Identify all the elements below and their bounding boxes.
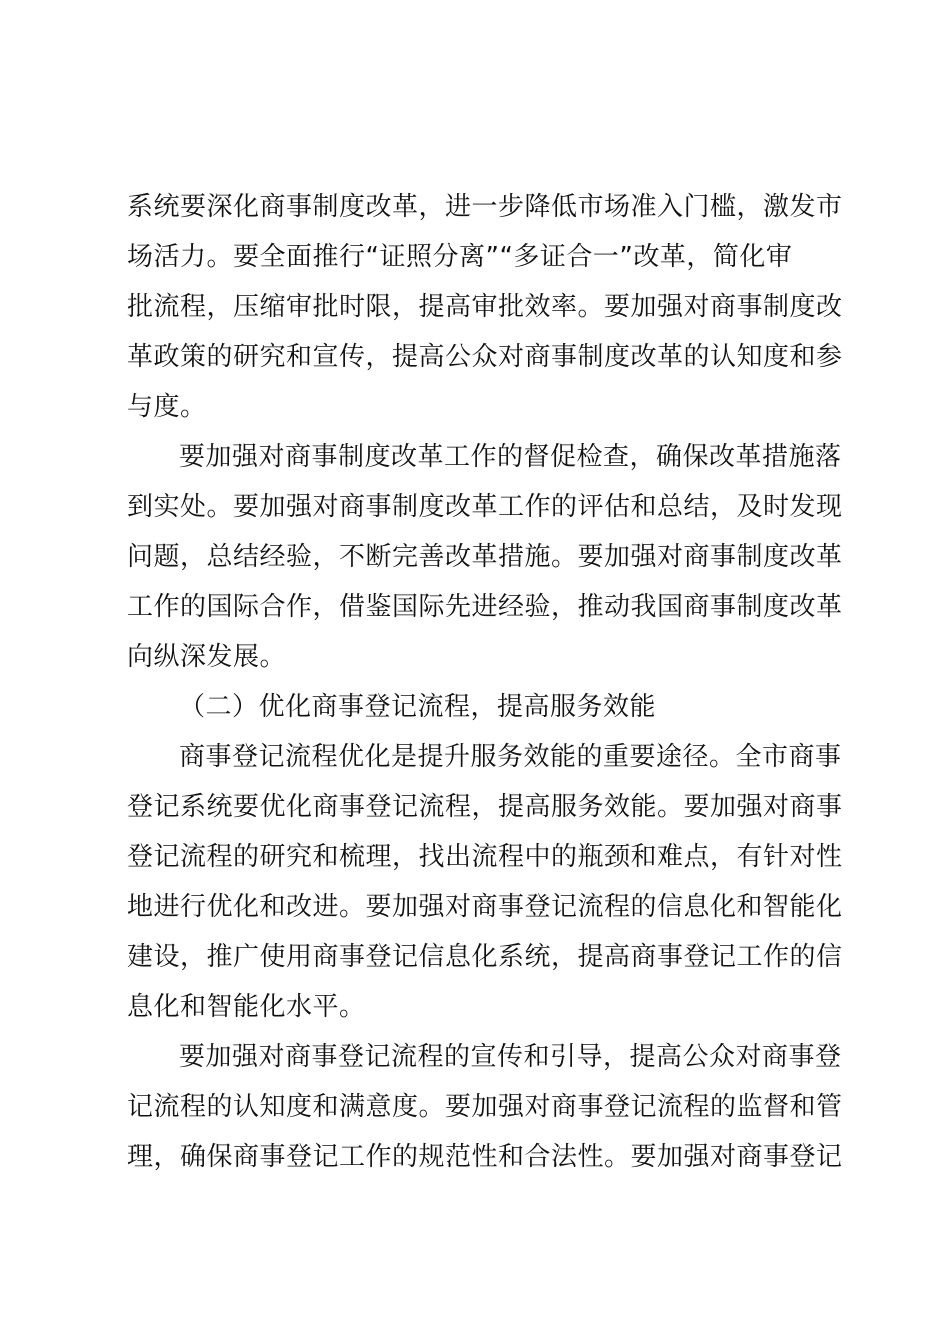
text-line-15: 地进行优化和改进。要加强对商事登记流程的信息化和智能化 — [127, 892, 843, 922]
text-line-12: 商事登记流程优化是提升服务效能的重要途径。全市商事 — [179, 742, 842, 772]
text-line-4: 革政策的研究和宣传，提高公众对商事制度改革的认知度和参 — [127, 342, 843, 372]
text-line-8: 问题，总结经验，不断完善改革措施。要加强对商事制度改革 — [127, 542, 843, 572]
text-line-7: 到实处。要加强对商事制度改革工作的评估和总结，及时发现 — [127, 492, 843, 522]
text-line-2: 场活力。要全面推行“证照分离”“多证合一”改革，简化审 — [127, 242, 793, 272]
document-body — [127, 182, 843, 1182]
text-line-20: 理，确保商事登记工作的规范性和合法性。要加强对商事登记 — [127, 1142, 843, 1172]
text-line-19: 记流程的认知度和满意度。要加强对商事登记流程的监督和管 — [127, 1092, 843, 1122]
text-line-9: 工作的国际合作，借鉴国际先进经验，推动我国商事制度改革 — [127, 592, 843, 622]
text-line-18: 要加强对商事登记流程的宣传和引导，提高公众对商事登 — [179, 1042, 842, 1072]
section-heading: （二）优化商事登记流程，提高服务效能 — [179, 692, 657, 722]
text-line-5: 与度。 — [127, 392, 207, 422]
text-line-14: 登记流程的研究和梳理，找出流程中的瓶颈和难点，有针对性 — [127, 842, 843, 872]
text-line-3: 批流程，压缩审批时限，提高审批效率。要加强对商事制度改 — [127, 292, 843, 322]
text-line-17: 息化和智能化水平。 — [127, 992, 366, 1022]
text-line-10: 向纵深发展。 — [127, 642, 287, 672]
text-line-13: 登记系统要优化商事登记流程，提高服务效能。要加强对商事 — [127, 792, 843, 822]
text-line-1: 系统要深化商事制度改革，进一步降低市场准入门槛，激发市 — [127, 192, 843, 222]
text-line-6: 要加强对商事制度改革工作的督促检查，确保改革措施落 — [179, 442, 842, 472]
text-line-16: 建设，推广使用商事登记信息化系统，提高商事登记工作的信 — [127, 942, 843, 972]
